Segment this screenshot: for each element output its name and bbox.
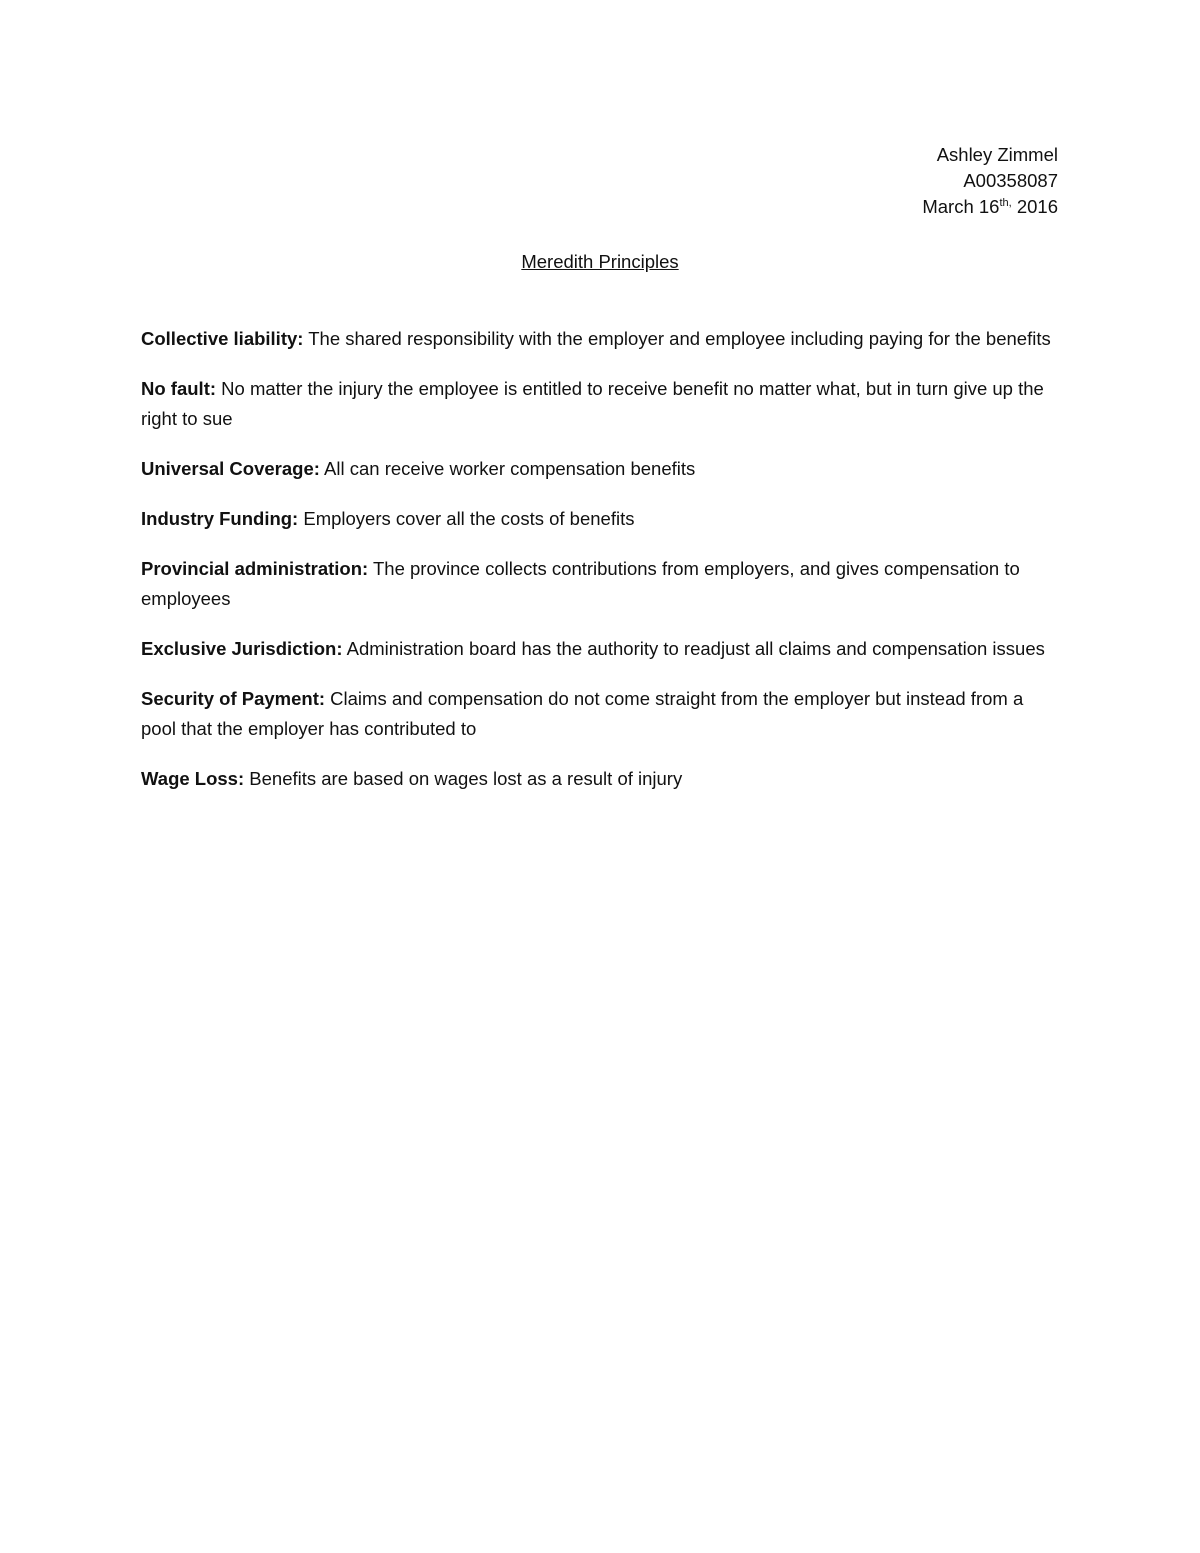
author-name: Ashley Zimmel (936, 144, 1058, 165)
document-title: Meredith Principles (521, 251, 679, 272)
principle-definition: Benefits are based on wages lost as a result of injury (244, 768, 683, 789)
principle-definition: The province collects contributions from employers, and gives compensation to employees (141, 558, 1020, 609)
author-header (922, 142, 1058, 220)
principle-definition: Claims and compensation do not come straight from the employer but instead from a pool that the employer has contributed to (141, 688, 1024, 739)
principle-definition: The shared responsibility with the employer and employee including paying for the benefits (303, 328, 1051, 349)
principle-term: Security of Payment: (141, 688, 326, 709)
principle-item (141, 554, 1056, 614)
principles-list (141, 324, 1056, 814)
principle-term: Provincial administration: (141, 558, 369, 579)
principle-term: Wage Loss: (141, 768, 245, 789)
principle-definition: Employers cover all the costs of benefits (298, 508, 635, 529)
date-year: 2016 (1011, 196, 1058, 217)
principle-item (141, 454, 1056, 484)
principle-term: Exclusive Jurisdiction: (141, 638, 343, 659)
principle-item (141, 634, 1056, 664)
date-ordinal-suffix: th, (999, 196, 1012, 209)
principle-definition: All can receive worker compensation benefits (319, 458, 696, 479)
principle-item (141, 374, 1056, 434)
principle-item (141, 504, 1056, 534)
principle-item (141, 764, 1056, 794)
principle-definition: No matter the injury the employee is entitled to receive benefit no matter what, but in turn give up the right to sue (141, 378, 1044, 429)
student-id: A00358087 (963, 170, 1058, 191)
principle-item (141, 324, 1056, 354)
principle-term: Universal Coverage: (141, 458, 320, 479)
principle-definition: Administration board has the authority to readjust all claims and compensation issues (342, 638, 1045, 659)
principle-item (141, 684, 1056, 744)
document-date (922, 194, 1058, 220)
principle-term: Collective liability: (141, 328, 304, 349)
principle-term: No fault: (141, 378, 217, 399)
date-month-day: March 16 (922, 196, 1000, 217)
principle-term: Industry Funding: (141, 508, 299, 529)
